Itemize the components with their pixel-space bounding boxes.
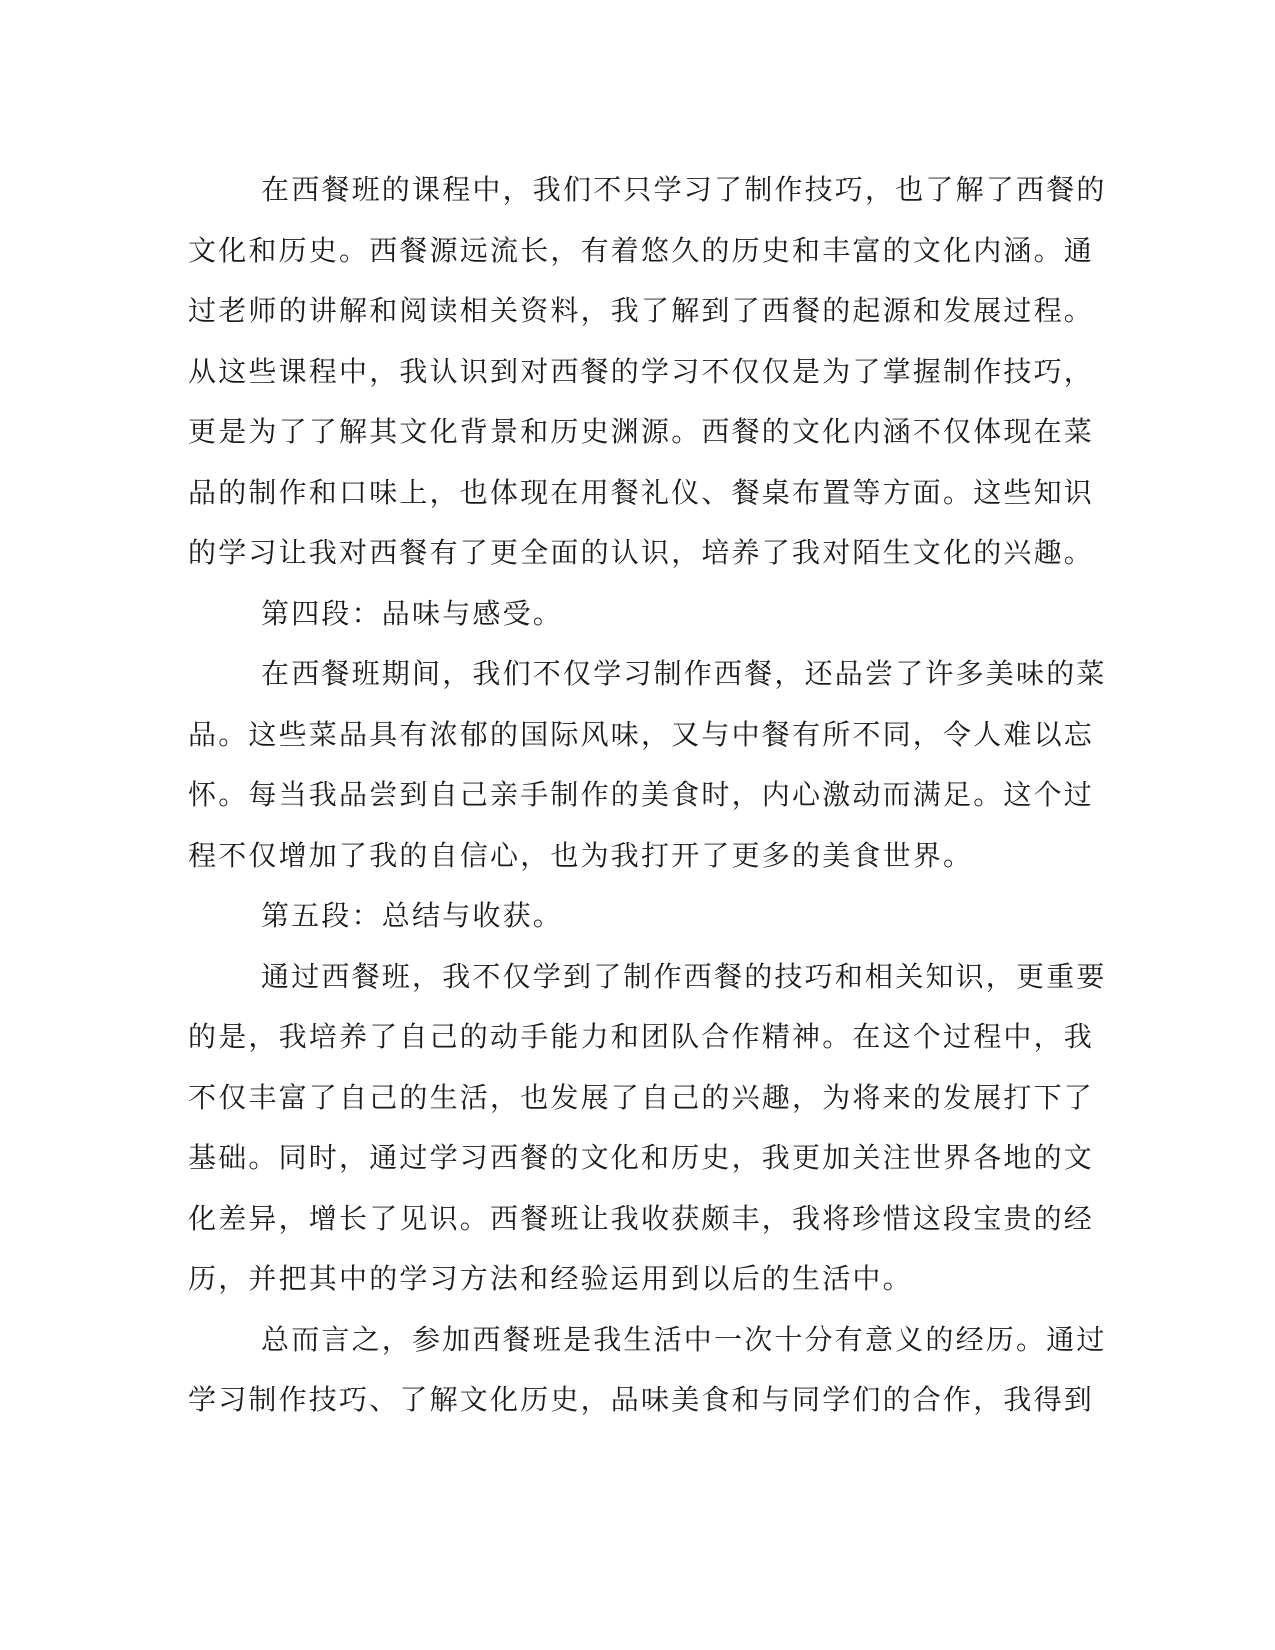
text-line: 从这些课程中，我认识到对西餐的学习不仅仅是为了掌握制作技巧， [188,354,1095,388]
text-line: 过老师的讲解和阅读相关资料，我了解到了西餐的起源和发展过程。 [188,294,1095,327]
text-line: 历，并把其中的学习方法和经验运用到以后的生活中。 [188,1262,913,1295]
text-line: 总而言之，参加西餐班是我生活中一次十分有意义的经历。通过 [261,1322,1107,1356]
text-line: 不仅丰富了自己的生活，也发展了自己的兴趣，为将来的发展打下了 [188,1080,1095,1114]
text-line: 基础。同时，通过学习西餐的文化和历史，我更加关注世界各地的文 [188,1141,1095,1174]
text-line: 怀。每当我品尝到自己亲手制作的美食时，内心激动而满足。这个过 [188,778,1095,811]
text-line: 品。这些菜品具有浓郁的国际风味，又与中餐有所不同，令人难以忘 [188,717,1095,751]
text-line: 学习制作技巧、了解文化历史，品味美食和与同学们的合作，我得到 [188,1383,1095,1416]
text-line: 在西餐班的课程中，我们不只学习了制作技巧，也了解了西餐的 [261,173,1107,206]
text-line: 在西餐班期间，我们不仅学习制作西餐，还品尝了许多美味的菜 [261,657,1107,690]
section-heading: 第五段：总结与收获。 [261,899,564,932]
text-line: 的是，我培养了自己的动手能力和团队合作精神。在这个过程中，我 [188,1020,1095,1053]
section-heading: 第四段：品味与感受。 [261,596,564,630]
text-line: 品的制作和口味上，也体现在用餐礼仪、餐桌布置等方面。这些知识 [188,475,1095,509]
text-line: 化差异，增长了见识。西餐班让我收获颇丰，我将珍惜这段宝贵的经 [188,1201,1095,1235]
text-line: 通过西餐班，我不仅学到了制作西餐的技巧和相关知识，更重要 [261,959,1107,993]
body-text [188,160,1107,1431]
text-line: 的学习让我对西餐有了更全面的认识，培养了我对陌生文化的兴趣。 [188,536,1095,569]
text-line: 文化和历史。西餐源远流长，有着悠久的历史和丰富的文化内涵。通 [188,233,1095,267]
text-line: 程不仅增加了我的自信心，也为我打开了更多的美食世界。 [188,838,974,872]
text-line: 更是为了了解其文化背景和历史渊源。西餐的文化内涵不仅体现在菜 [188,415,1095,448]
